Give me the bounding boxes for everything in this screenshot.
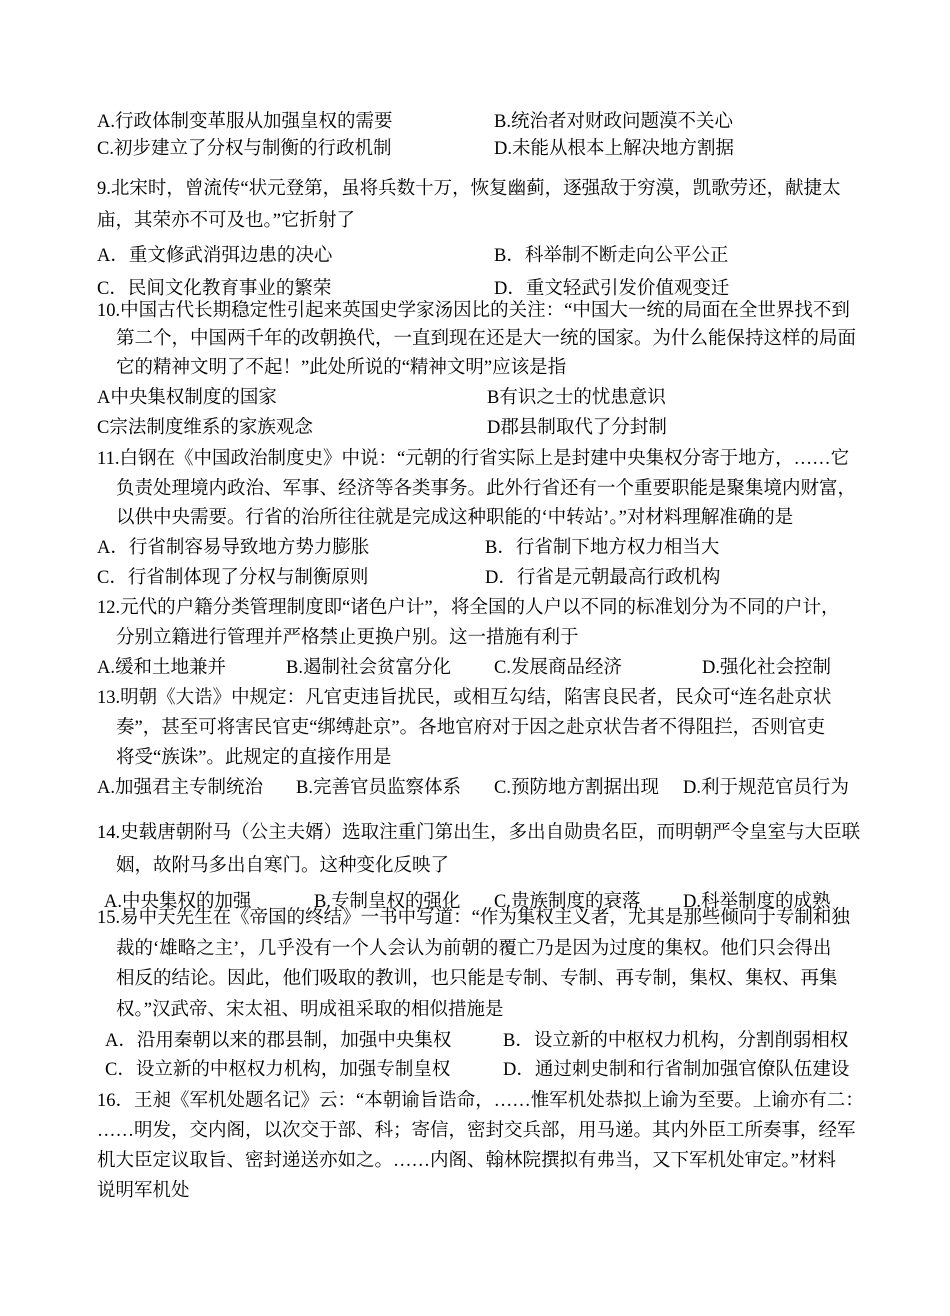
question-15-stem-line-3: 相反的结论。因此，他们吸取的教训，也只能是专制、专制、再专制，集权、集权、再集: [116, 969, 838, 989]
question-13-stem-line-1: 13.明朝《大诰》中规定：凡官吏违旨扰民，或相互勾结，陷害良民者，民众可“连名赴京状: [97, 688, 832, 708]
question-10-option-a: A中央集权制度的国家: [97, 388, 277, 408]
question-16-stem-line-2: ……明发，交内阁，以次交于部、科；寄信，密封交兵部，用马递。其内外臣工所奏事，经军: [97, 1121, 856, 1141]
previous-question-option-c: C.初步建立了分权与制衡的行政机制: [97, 139, 392, 159]
question-13-option-d: D.利于规范官员行为: [683, 778, 849, 798]
question-10-option-c: C宗法制度维系的家族观念: [97, 418, 313, 438]
question-16-stem-line-1: 16．王昶《军机处题名记》云：“本朝谕旨诰命，……惟军机处恭拟上谕为至要。上谕亦有二：: [97, 1091, 864, 1111]
question-16-stem-line-3: 机大臣定议取旨、密封递送亦如之。……内阁、翰林院撰拟有弗当，又下军机处审定。”材料: [97, 1151, 836, 1171]
question-12-option-a: A.缓和土地兼并: [97, 658, 226, 678]
question-12-stem-line-1: 12.元代的户籍分类管理制度即“诸色户计”，将全国的人户以不同的标准划分为不同的户计，: [97, 598, 840, 618]
question-15-stem-line-4: 权。”汉武帝、宋太祖、明成祖采取的相似措施是: [116, 1000, 504, 1020]
question-15-stem-line-2: 裁的‘雄略之主’，几乎没有一个人会认为前朝的覆亡乃是因为过度的集权。他们只会得出: [116, 939, 832, 959]
question-15-option-c: C．设立新的中枢权力机构，加强专制皇权: [105, 1060, 451, 1080]
question-11-option-a: A．行省制容易导致地方势力膨胀: [97, 538, 370, 558]
question-11-option-b: B．行省制下地方权力相当大: [485, 538, 720, 558]
question-10-stem-line-2: 第二个，中国两千年的改朝换代，一直到现在还是大一统的国家。为什么能保持这样的局面: [116, 329, 857, 349]
question-9-option-d: D．重文轻武引发价值观变迁: [494, 279, 730, 299]
question-10-stem-line-1: 10.中国古代长期稳定性引起来英国史学家汤因比的关注：“中国大一统的局面在全世界找不到: [97, 301, 850, 321]
question-9-stem-line-2: 庙，其荣亦不可及也。”它折射了: [97, 211, 355, 231]
question-9-option-c: C．民间文化教育事业的繁荣: [97, 279, 332, 299]
question-9-stem-line-1: 9.北宋时，曾流传“状元登第，虽将兵数十万，恢复幽蓟，逐强敌于穷漠，凯歌劳还，献捷太: [97, 179, 841, 199]
question-14-option-a: A.中央集权的加强: [104, 892, 252, 912]
question-12-option-d: D.强化社会控制: [702, 658, 831, 678]
question-13-option-b: B.完善官员监察体系: [296, 778, 461, 798]
question-14-stem-line-2: 姻，故附马多出自寒门。这种变化反映了: [116, 856, 450, 876]
question-15-option-d: D．通过刺史制和行省制加强官僚队伍建设: [503, 1060, 850, 1080]
question-10-stem-line-3: 它的精神文明了不起！”此处所说的“精神文明”应该是指: [116, 358, 567, 378]
question-11-stem-line-2: 负责处理境内政治、军事、经济等各类事务。此外行省还有一个重要职能是聚集境内财富，: [116, 479, 857, 499]
question-10-option-d: D郡县制取代了分封制: [487, 418, 667, 438]
question-9-option-b: B．科举制不断走向公平公正: [494, 246, 729, 266]
question-12-option-c: C.发展商品经济: [494, 658, 622, 678]
question-9-option-a: A．重文修武消弭边患的决心: [97, 246, 333, 266]
question-11-stem-line-3: 以供中央需要。行省的治所往往就是完成这种职能的‘中转站’。”对材料理解准确的是: [116, 508, 794, 528]
question-15-option-a: A．沿用秦朝以来的郡县制，加强中央集权: [105, 1031, 452, 1051]
question-11-option-d: D．行省是元朝最高行政机构: [485, 568, 721, 588]
question-14-option-c: C.贵族制度的衰落: [494, 892, 641, 912]
question-10-option-b: B有识之士的忧患意识: [487, 388, 666, 408]
question-13-option-c: C.预防地方割据出现: [494, 778, 659, 798]
question-12-stem-line-2: 分别立籍进行管理并严格禁止更换户别。这一措施有利于: [116, 628, 579, 648]
question-13-stem-line-3: 将受“族诛”。此规定的直接作用是: [116, 748, 392, 768]
previous-question-option-a: A.行政体制变革服从加强皇权的需要: [97, 112, 393, 132]
question-14-option-b: B.专制皇权的强化: [314, 892, 461, 912]
previous-question-option-b: B.统治者对财政问题漠不关心: [494, 112, 733, 132]
question-11-option-c: C．行省制体现了分权与制衡原则: [97, 568, 369, 588]
question-13-stem-line-2: 奏”，甚至可将害民官吏“绑缚赴京”。各地官府对于因之赴京状告者不得阻拦，否则官吏: [116, 718, 826, 738]
question-12-option-b: B.遏制社会贫富分化: [286, 658, 451, 678]
question-14-stem-line-1: 14.史载唐朝附马（公主夫婿）选取注重门第出生，多出自勋贵名臣，而明朝严令皇室与大臣联: [97, 823, 861, 843]
question-13-option-a: A.加强君主专制统治: [97, 778, 263, 798]
question-16-stem-line-4: 说明军机处: [97, 1181, 190, 1201]
previous-question-option-d: D.未能从根本上解决地方割据: [494, 139, 734, 159]
question-15-option-b: B．设立新的中枢权力机构，分割削弱相权: [503, 1031, 849, 1051]
question-14-option-d: D.科举制度的成熟: [683, 892, 831, 912]
question-11-stem-line-1: 11.白钢在《中国政治制度史》中说：“元朝的行省实际上是封建中央集权分寄于地方，……它: [97, 449, 850, 469]
question-15-stem-line-1: 15.易中天先生在《帝国的终结》一书中写道：“作为集权主义者，尤其是那些倾向于专制和独: [97, 908, 850, 928]
